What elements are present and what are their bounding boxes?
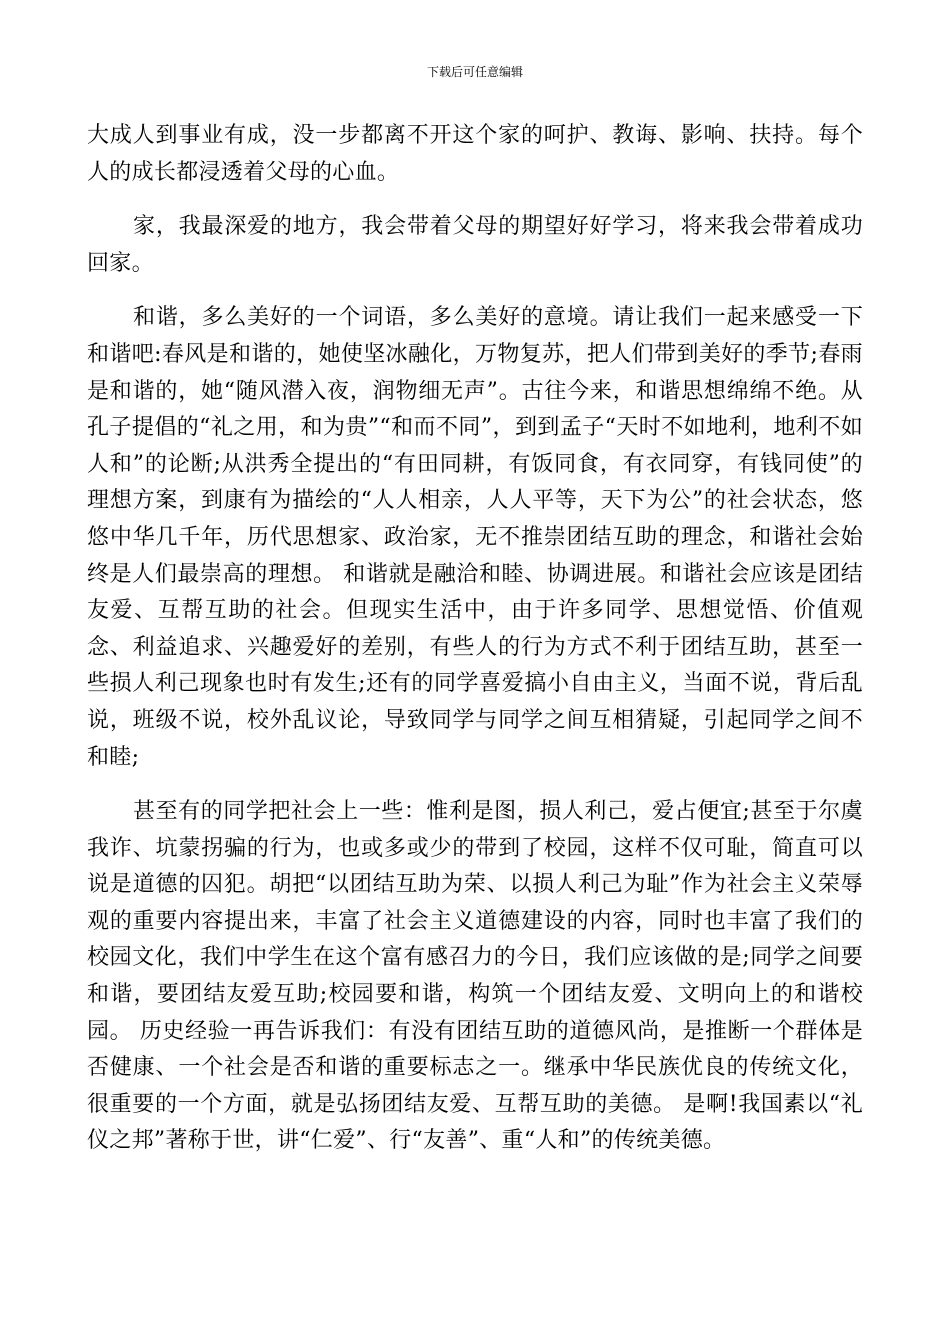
paragraph-1: 大成人到事业有成，没一步都离不开这个家的呵护、教诲、影响、扶持。每个人的成长都浸透着父母的心血。 [87, 123, 863, 185]
page-header: 下载后可任意编辑 [426, 65, 523, 79]
paragraph-4: 甚至有的同学把社会上一些：惟利是图，损人利己，爱占便宜;甚至于尔虞我诈、坑蒙拐骗的行为，也或多或少的带到了校园，这样不仅可耻，简直可以说是道德的囚犯。胡把“以团结互助为荣、以损人利己为耻”作为社会主义荣辱观的重要内容提出来，丰富了社会主义道德建设的内容，同时也丰富了我们的校园文化，我们中学生在这个富有感召力的今日，我们应该做的是;同学之间要和谐，要团结友爱互助;校园要和谐，构筑一个团结友爱、文明向上的和谐校园。 历史经验一再告诉我们：有没有团结互助的道德风尚，是推断一个群体是否健康、一个社会是否和谐的重要标志之一。继承中华民族优良的传统文化，很重要的一个方面，就是弘扬团结友爱、互帮互助的美德。 是啊!我国素以“礼仪之邦”著称于世，讲“仁爱”、行“友善”、重“人和”的传统美德。 [87, 799, 863, 1154]
paragraph-2: 家，我最深爱的地方，我会带着父母的期望好好学习，将来我会带着成功回家。 [87, 214, 863, 276]
paragraph-3: 和谐，多么美好的一个词语，多么美好的意境。请让我们一起来感受一下和谐吧:春风是和谐的，她使坚冰融化，万物复苏，把人们带到美好的季节;春雨是和谐的，她“随风潜入夜，润物细无声”。古往今来，和谐思想绵绵不绝。从孔子提倡的“礼之用，和为贵”“和而不同”，到到孟子“天时不如地利，地利不如人和”的论断;从洪秀全提出的“有田同耕，有饭同食，有衣同穿，有钱同使”的理想方案，到康有为描绘的“人人相亲，人人平等，天下为公”的社会状态，悠悠中华几千年，历代思想家、政治家，无不推崇团结互助的理念，和谐社会始终是人们最崇高的理想。 和谐就是融洽和睦、协调进展。和谐社会应该是团结友爱、互帮互助的社会。但现实生活中，由于许多同学、思想觉悟、价值观念、利益追求、兴趣爱好的差别，有些人的行为方式不利于团结互助，甚至一些损人利己现象也时有发生;还有的同学喜爱搞小自由主义，当面不说，背后乱说，班级不说，校外乱议论，导致同学与同学之间互相猜疑，引起同学之间不和睦; [87, 305, 863, 770]
document-body [87, 118, 863, 1178]
